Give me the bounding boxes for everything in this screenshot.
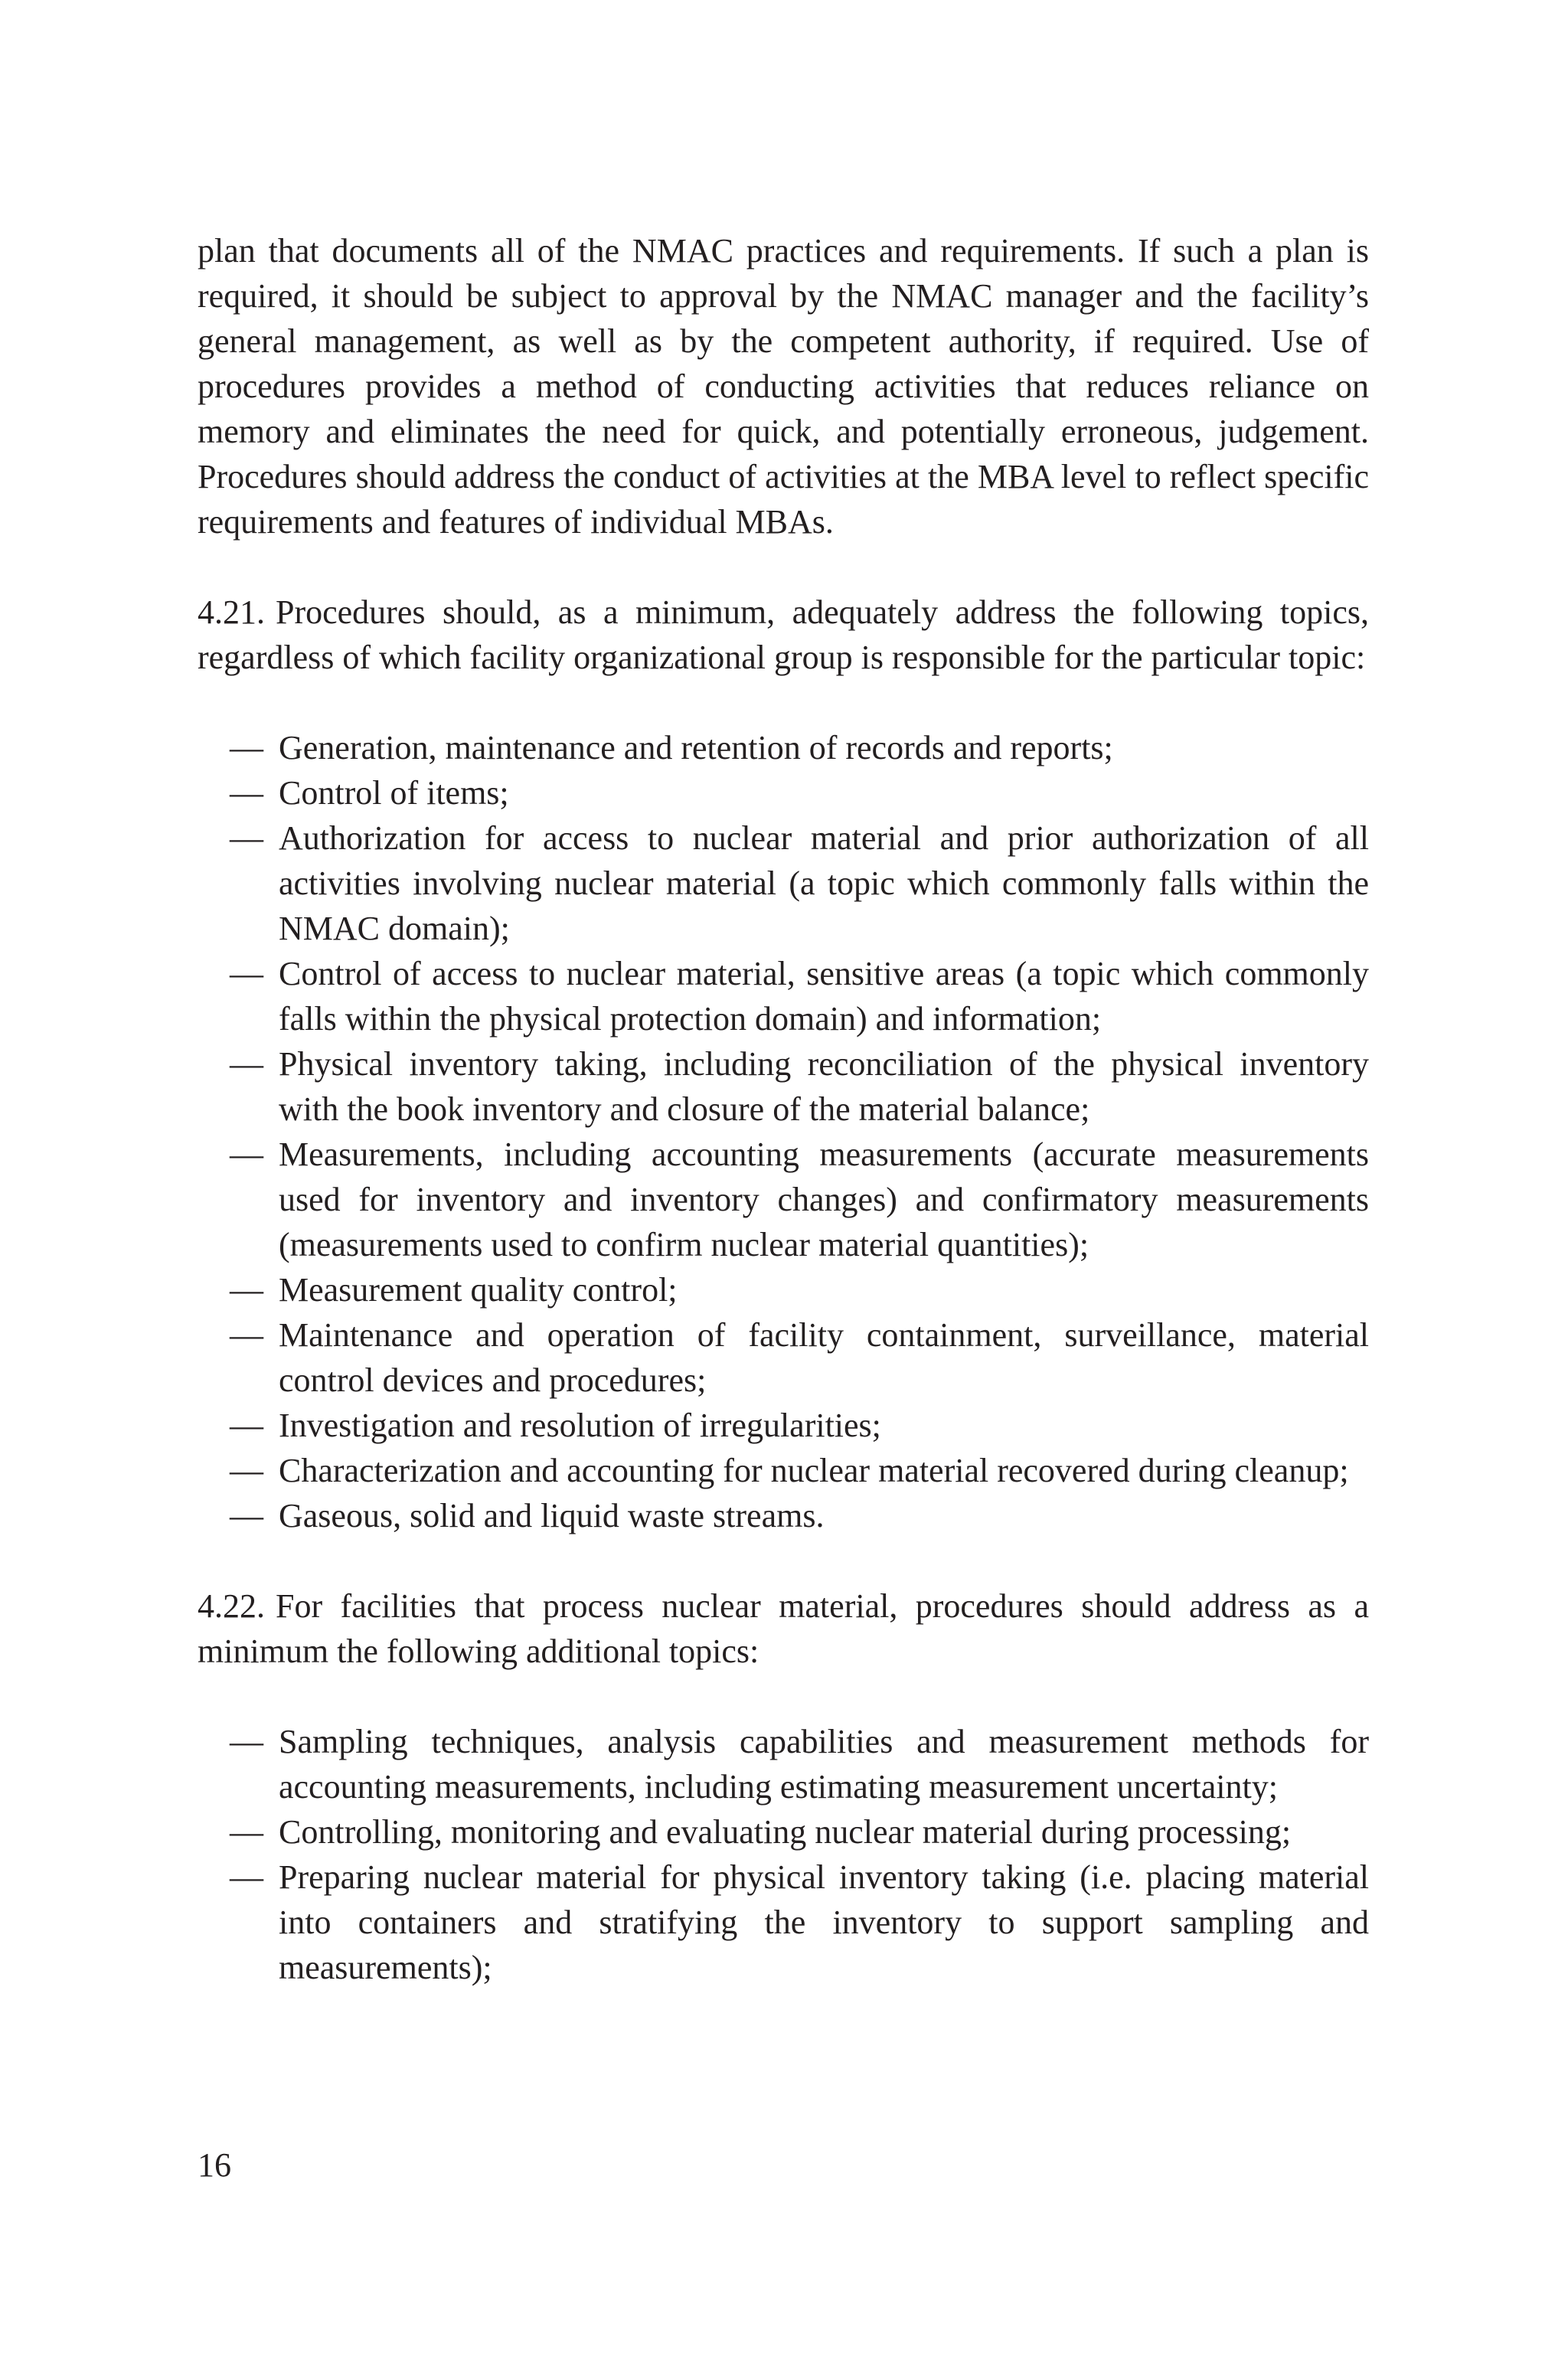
list-item-text: Investigation and resolution of irregularities; [279,1407,881,1444]
list-item-text: Sampling techniques, analysis capabilities and measurement methods for accounting measurements, including estimating measurement uncertainty; [279,1723,1369,1806]
list-item [198,815,1369,951]
list-item [198,725,1369,770]
page-body [198,228,1369,1990]
page-number: 16 [198,2146,231,2184]
list-item-text: Characterization and accounting for nuclear material recovered during cleanup; [279,1452,1349,1489]
list-item-text: Controlling, monitoring and evaluating nuclear material during processing; [279,1813,1292,1851]
dash-bullet: — [230,819,263,857]
list-item-text: Physical inventory taking, including reconciliation of the physical inventory with the book inventory and closure of the material balance; [279,1045,1369,1128]
list-item-text: Maintenance and operation of facility containment, surveillance, material control devices and procedures; [279,1316,1369,1399]
dash-bullet: — [230,1858,263,1896]
list-item [198,1809,1369,1855]
list-item [198,1312,1369,1403]
paragraph-number: 4.22. [198,1587,265,1625]
list-item [198,1719,1369,1809]
paragraph-4-21 [198,590,1369,680]
topic-list-4-22 [198,1719,1369,1990]
list-item-text: Preparing nuclear material for physical inventory taking (i.e. placing material into containers and stratifying the inventory to support sampling and measurements); [279,1858,1369,1986]
list-item-text: Generation, maintenance and retention of records and reports; [279,729,1113,766]
list-item [198,1132,1369,1267]
dash-bullet: — [230,1723,263,1760]
continued-paragraph: plan that documents all of the NMAC practices and requirements. If such a plan is required, it should be subject to approval by the NMAC manager and the facility’s general management, as well as by the competent authority, if required. Use of procedures provides a method of conducting activities that reduces reliance on memory and eliminates the need for quick, and potentially erroneous, judgement. Procedures should address the conduct of activities at the MBA level to reflect specific requirements and features of individual MBAs. [198,232,1369,541]
dash-bullet: — [230,1271,263,1309]
list-item [198,1493,1369,1538]
dash-bullet: — [230,1045,263,1083]
list-item [198,1041,1369,1132]
list-item [198,1448,1369,1493]
list-item [198,770,1369,815]
list-item-text: Measurements, including accounting measurements (accurate measurements used for inventory and inventory changes) and confirmatory measurements (measurements used to confirm nuclear material quantities); [279,1136,1369,1263]
dash-bullet: — [230,1136,263,1173]
dash-bullet: — [230,1452,263,1489]
list-item-text: Measurement quality control; [279,1271,678,1309]
dash-bullet: — [230,1497,263,1534]
list-item [198,1855,1369,1990]
list-item-text: Control of items; [279,774,509,812]
list-item [198,1403,1369,1448]
list-item [198,951,1369,1041]
dash-bullet: — [230,1316,263,1354]
list-item [198,1267,1369,1312]
dash-bullet: — [230,774,263,812]
paragraph-4-22 [198,1583,1369,1674]
list-item-text: Gaseous, solid and liquid waste streams. [279,1497,825,1534]
paragraph-number: 4.21. [198,593,265,631]
paragraph-text: For facilities that process nuclear material, procedures should address as a minimum the following additional topics: [198,1587,1369,1670]
list-item-text: Control of access to nuclear material, sensitive areas (a topic which commonly falls within the physical protection domain) and information; [279,955,1369,1038]
dash-bullet: — [230,1813,263,1851]
paragraph-text: Procedures should, as a minimum, adequately address the following topics, regardless of which facility organizational group is responsible for the particular topic: [198,593,1369,676]
dash-bullet: — [230,1407,263,1444]
list-item-text: Authorization for access to nuclear material and prior authorization of all activities involving nuclear material (a topic which commonly falls within the NMAC domain); [279,819,1369,947]
dash-bullet: — [230,955,263,992]
dash-bullet: — [230,729,263,766]
topic-list-4-21 [198,725,1369,1538]
